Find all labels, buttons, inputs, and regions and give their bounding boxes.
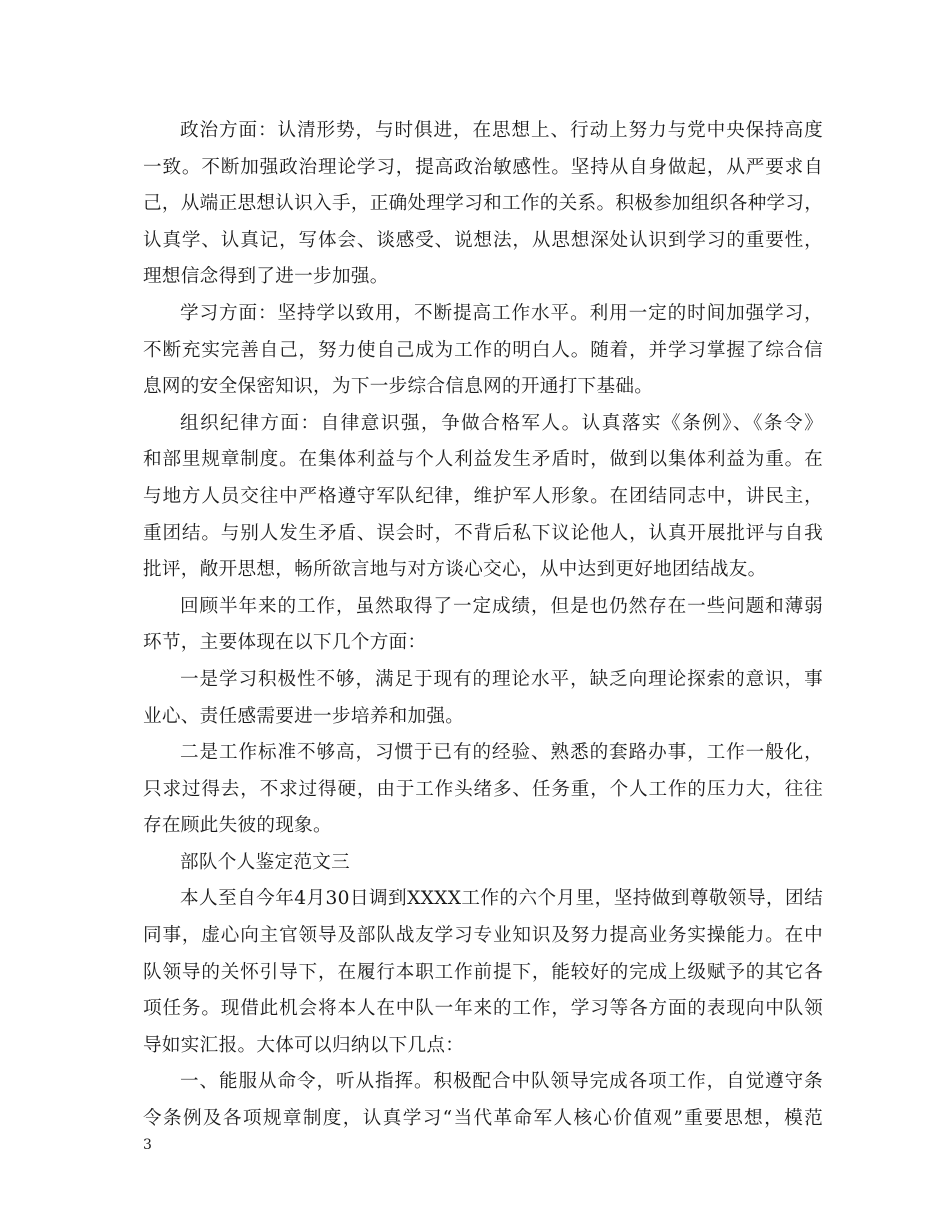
paragraph-line: 二是工作标准不够高，习惯于已有的经验、熟悉的套路办事，工作一般化， <box>180 742 823 764</box>
paragraph-line: 与地方人员交往中严格遵守军队纪律，维护军人形象。在团结同志中，讲民主， <box>143 485 823 507</box>
paragraph-line: 批评，敞开思想，畅所欲言地与对方谈心交心，从中达到更好地团结战友。 <box>143 559 767 581</box>
document-body <box>143 113 823 1138</box>
paragraph-line: 己，从端正思想认识入手，正确处理学习和工作的关系。积极参加组织各种学习， <box>143 193 823 215</box>
paragraph-line: 理想信念得到了进一步加强。 <box>143 266 389 288</box>
paragraph-line: 队领导的关怀引导下，在履行本职工作前提下，能较好的完成上级赋予的其它各 <box>143 961 823 983</box>
paragraph-line: 回顾半年来的工作，虽然取得了一定成绩，但是也仍然存在一些问题和薄弱 <box>180 595 823 617</box>
paragraph-line: 同事，虚心向主官领导及部队战友学习专业知识及努力提高业务实操能力。在中 <box>143 925 823 947</box>
paragraph-line: 存在顾此失彼的现象。 <box>143 815 332 837</box>
paragraph-line: 一致。不断加强政治理论学习，提高政治敏感性。坚持从自身做起，从严要求自 <box>143 156 823 178</box>
paragraph-line: 不断充实完善自己，努力使自己成为工作的明白人。随着，并学习掌握了综合信 <box>143 339 823 361</box>
paragraph-line: 本人至自今年4月30日调到XXXX工作的六个月里，坚持做到尊敬领导，团结 <box>180 888 823 910</box>
paragraph-line: 重团结。与别人发生矛盾、误会时，不背后私下议论他人，认真开展批评与自我 <box>143 522 823 544</box>
paragraph-line: 一是学习积极性不够，满足于现有的理论水平，缺乏向理论探索的意识，事 <box>180 668 823 690</box>
paragraph-line: 一、能服从命令，听从指挥。积极配合中队领导完成各项工作，自觉遵守条 <box>180 1071 823 1093</box>
paragraph-line: 息网的安全保密知识，为下一步综合信息网的开通打下基础。 <box>143 376 654 398</box>
paragraph-line: 认真学、认真记，写体会、谈感受、说想法，从思想深处认识到学习的重要性， <box>143 229 823 251</box>
paragraph-line: 项任务。现借此机会将本人在中队一年来的工作，学习等各方面的表现向中队领 <box>143 998 823 1020</box>
paragraph-line: 组织纪律方面：自律意识强，争做合格军人。认真落实《条例》、《条令》 <box>180 412 823 434</box>
paragraph-line: 和部里规章制度。在集体利益与个人利益发生矛盾时，做到以集体利益为重。在 <box>143 449 823 471</box>
paragraph-line: 只求过得去，不求过得硬，由于工作头绪多、任务重，个人工作的压力大，往往 <box>143 778 823 800</box>
paragraph-line: 导如实汇报。大体可以归纳以下几点： <box>143 1034 465 1056</box>
paragraph-line: 业心、责任感需要进一步培养和加强。 <box>143 705 465 727</box>
paragraph-line: 令条例及各项规章制度，认真学习“当代革命军人核心价值观”重要思想，模范 <box>143 1108 823 1130</box>
paragraph-line: 环节，主要体现在以下几个方面： <box>143 632 427 654</box>
section-heading: 部队个人鉴定范文三 <box>180 851 351 873</box>
paragraph-line: 政治方面：认清形势，与时俱进，在思想上、行动上努力与党中央保持高度 <box>180 120 823 141</box>
page-number: 3 <box>143 1137 152 1153</box>
paragraph-line: 学习方面：坚持学以致用，不断提高工作水平。利用一定的时间加强学习， <box>180 302 823 324</box>
